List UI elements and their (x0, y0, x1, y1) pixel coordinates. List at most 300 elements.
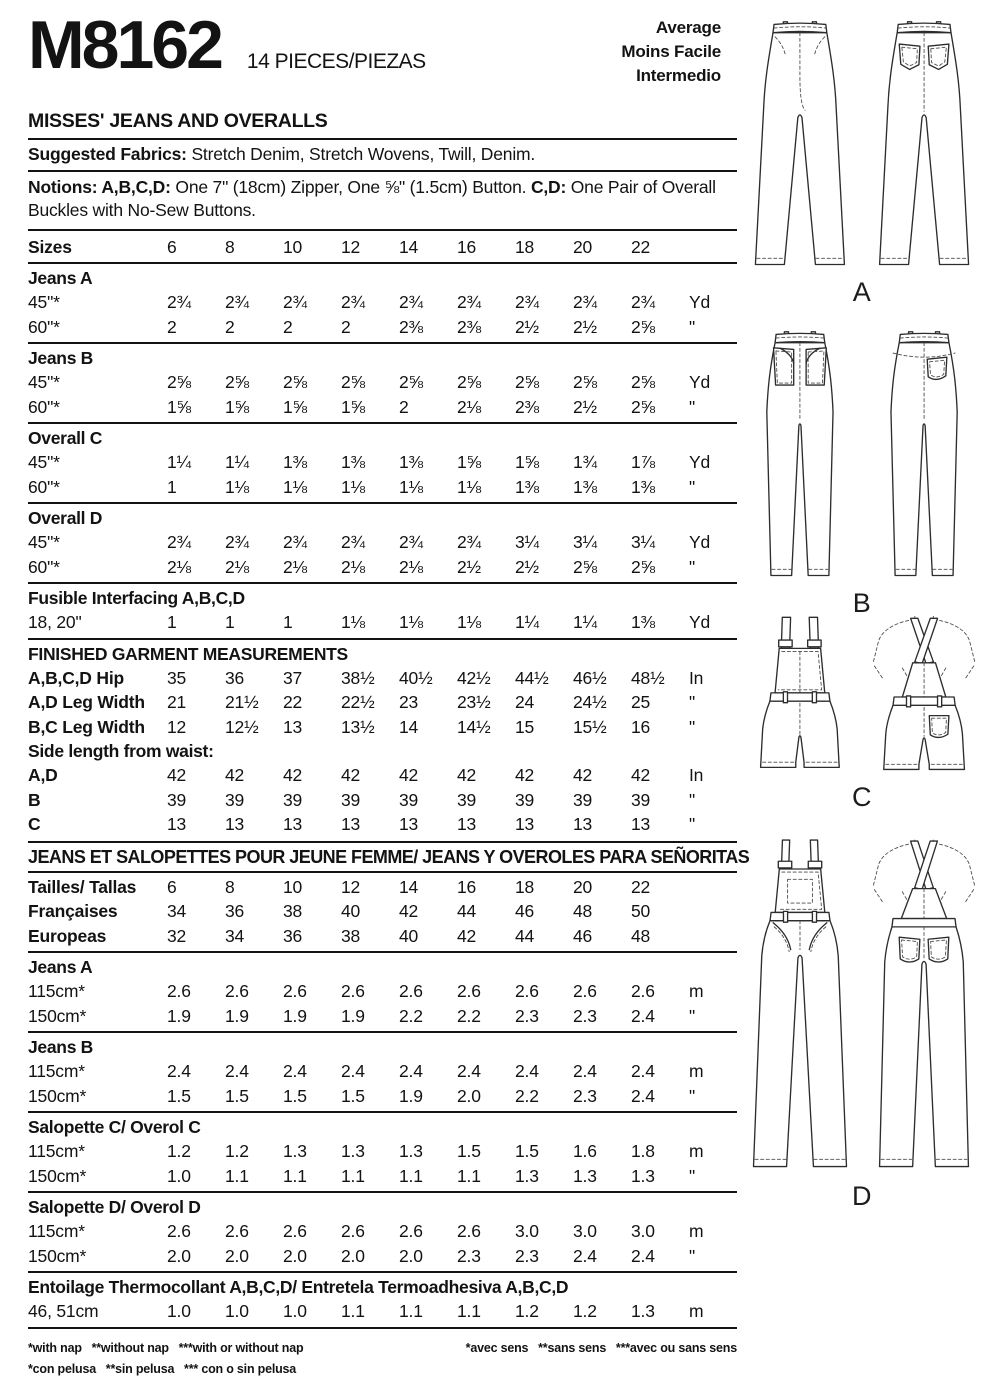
value-cell: 36 (283, 925, 303, 946)
value-cell: 40½ (399, 667, 433, 688)
row-label: 60"* (28, 396, 60, 417)
table-section (28, 1273, 737, 1329)
table-section (28, 344, 737, 424)
unit-cell: " (689, 814, 696, 835)
row-label: 60"* (28, 476, 60, 497)
value-cell: 22 (631, 236, 651, 257)
table-row (28, 1004, 737, 1029)
section-title: Jeans B (28, 348, 94, 369)
view-a-back (880, 22, 969, 265)
table-row (28, 610, 737, 635)
table-row (28, 1219, 737, 1244)
value-cell: 1.0 (283, 1301, 307, 1322)
value-cell: 2⅜ (399, 316, 423, 337)
value-cell: 1.5 (167, 1085, 191, 1106)
difficulty-es: Intermedio (636, 65, 721, 85)
table-row (28, 763, 737, 788)
row-label: 46, 51cm (28, 1301, 99, 1322)
table-row (28, 899, 737, 924)
view-c-back (873, 616, 974, 769)
unit-cell: " (689, 316, 696, 337)
value-cell: 16 (457, 876, 477, 897)
value-cell: 13 (283, 716, 303, 737)
value-cell: 2⅝ (515, 372, 539, 393)
value-cell: 1.1 (341, 1165, 365, 1186)
unit-cell: " (689, 1165, 696, 1186)
value-cell: 1.9 (399, 1085, 423, 1106)
value-cell: 2⅛ (225, 556, 249, 577)
value-cell: 2¾ (225, 532, 249, 553)
row-label: Sizes (28, 236, 72, 257)
row-label: 150cm* (28, 1165, 87, 1186)
value-cell: 2⅝ (225, 372, 249, 393)
value-cell: 1¾ (573, 452, 597, 473)
value-cell: 1.0 (225, 1301, 249, 1322)
view-a-illustration (743, 16, 981, 275)
header (28, 7, 737, 108)
section-title: Overall C (28, 428, 103, 449)
value-cell: 13 (573, 814, 593, 835)
footnote-english: *with nap **without nap ***with or without nap (28, 1340, 304, 1355)
table-row (28, 231, 737, 265)
value-cell: 14 (399, 716, 419, 737)
value-cell: 2.4 (573, 1245, 597, 1266)
view-a-label: A (852, 277, 872, 307)
value-cell: 2.3 (515, 1245, 539, 1266)
unit-cell (689, 924, 737, 949)
unit-cell: Yd (689, 532, 711, 553)
value-cell: 20 (573, 876, 593, 897)
view-b-front (767, 332, 833, 576)
value-cell: 8 (225, 876, 235, 897)
value-cell: 23½ (457, 692, 491, 713)
value-cell: 3.0 (573, 1221, 597, 1242)
table-row (28, 788, 737, 813)
value-cell: 2¾ (167, 292, 191, 313)
table-row (28, 370, 737, 395)
unit-cell: Yd (689, 292, 711, 313)
value-cell: 1¼ (515, 612, 539, 633)
value-cell: 1⅞ (631, 452, 655, 473)
notions-text-cd: One Pair of Overall Buckles with No-Sew Buttons. (28, 177, 716, 221)
value-cell: 1.3 (515, 1165, 539, 1186)
value-cell: 24 (515, 692, 535, 713)
view-d-illustration (743, 838, 981, 1179)
row-label: B (28, 789, 41, 810)
value-cell: 13 (167, 814, 187, 835)
value-cell: 2 (341, 316, 351, 337)
unit-cell (689, 875, 737, 900)
value-cell: 2⅝ (341, 372, 365, 393)
value-cell: 1⅜ (573, 476, 597, 497)
value-cell: 10 (283, 876, 303, 897)
notions-text: One 7" (18cm) Zipper, One ⅝" (1.5cm) Button. (170, 177, 531, 197)
value-cell: 2⅝ (457, 372, 481, 393)
value-cell: 1⅜ (631, 476, 655, 497)
value-cell: 42 (515, 765, 535, 786)
value-cell: 36 (225, 901, 245, 922)
value-cell: 42 (225, 765, 245, 786)
row-label: 150cm* (28, 1085, 87, 1106)
section-title: Salopette D/ Overol D (28, 1197, 201, 1218)
view-c-illustration (743, 614, 981, 780)
value-cell: 2½ (515, 556, 539, 577)
value-cell: 2.4 (341, 1061, 365, 1082)
value-cell: 3.0 (515, 1221, 539, 1242)
value-cell: 21 (167, 692, 187, 713)
view-b-label: B (852, 588, 872, 618)
value-cell: 2⅜ (457, 316, 481, 337)
value-cell: 2.4 (225, 1061, 249, 1082)
unit-cell: m (689, 1141, 704, 1162)
table-section (28, 264, 737, 344)
section-title: Entoilage Thermocollant A,B,C,D/ Entretela Termoadhesiva A,B,C,D (28, 1277, 569, 1298)
value-cell: 1¼ (225, 452, 249, 473)
value-cell: 2.6 (225, 1221, 249, 1242)
value-cell: 2 (167, 316, 177, 337)
unit-cell: In (689, 765, 704, 786)
metric-size-rows (28, 873, 737, 954)
difficulty-fr: Moins Facile (621, 41, 721, 61)
value-cell: 1.2 (573, 1301, 597, 1322)
value-cell: 39 (457, 789, 477, 810)
notions (28, 172, 737, 229)
value-cell: 42 (457, 925, 477, 946)
value-cell: 13 (399, 814, 419, 835)
value-cell: 48½ (631, 667, 665, 688)
value-cell: 42 (283, 765, 303, 786)
value-cell: 1.2 (167, 1141, 191, 1162)
value-cell: 39 (399, 789, 419, 810)
value-cell: 1⅛ (283, 476, 307, 497)
value-cell: 42 (573, 765, 593, 786)
table-row (28, 1244, 737, 1269)
value-cell: 42 (167, 765, 187, 786)
value-cell: 1.3 (631, 1165, 655, 1186)
value-cell: 1.9 (283, 1005, 307, 1026)
value-cell: 1.9 (341, 1005, 365, 1026)
table-row (28, 530, 737, 555)
table-section (28, 504, 737, 584)
row-label: C (28, 814, 41, 835)
value-cell: 2⅛ (283, 556, 307, 577)
view-c-label: C (852, 782, 872, 812)
row-label: 45"* (28, 372, 60, 393)
value-cell: 2.2 (515, 1085, 539, 1106)
value-cell: 1⅜ (399, 452, 423, 473)
value-cell: 8 (225, 236, 235, 257)
value-cell: 3¼ (631, 532, 655, 553)
value-cell: 1.5 (457, 1141, 481, 1162)
value-cell: 1.3 (399, 1141, 423, 1162)
table-row (28, 395, 737, 420)
value-cell: 1.1 (225, 1165, 249, 1186)
row-label: Françaises (28, 901, 118, 922)
table-row (28, 475, 737, 500)
value-cell: 1.2 (515, 1301, 539, 1322)
value-cell: 6 (167, 236, 177, 257)
table-row (28, 690, 737, 715)
value-cell: 2.4 (515, 1061, 539, 1082)
view-d-front (754, 840, 847, 1167)
value-cell: 2⅝ (167, 372, 191, 393)
value-cell: 42 (631, 765, 651, 786)
row-label: Tailles/ Tallas (28, 876, 137, 897)
section-title: Jeans B (28, 1037, 94, 1058)
unit-cell: Yd (689, 452, 711, 473)
value-cell: 1.3 (573, 1165, 597, 1186)
table-subheading: Side length from waist: (28, 741, 214, 762)
value-cell: 1 (225, 612, 235, 633)
value-cell: 38 (341, 925, 361, 946)
value-cell: 44 (457, 901, 477, 922)
value-cell: 1.0 (167, 1165, 191, 1186)
value-cell: 1.3 (631, 1301, 655, 1322)
value-cell: 15½ (573, 716, 607, 737)
difficulty-en: Average (655, 18, 721, 37)
value-cell: 13 (515, 814, 535, 835)
unit-cell: m (689, 1301, 704, 1322)
value-cell: 2.4 (283, 1061, 307, 1082)
value-cell: 46 (573, 925, 593, 946)
view-d-back (873, 840, 974, 1167)
table-row (28, 924, 737, 949)
value-cell: 1⅛ (399, 612, 423, 633)
value-cell: 20 (573, 236, 593, 257)
value-cell: 2.4 (167, 1061, 191, 1082)
value-cell: 2½ (515, 316, 539, 337)
unit-cell: m (689, 1221, 704, 1242)
row-label: 115cm* (28, 981, 85, 1002)
table-row (28, 1084, 737, 1109)
table-section (28, 1193, 737, 1273)
unit-cell: " (689, 1245, 696, 1266)
value-cell: 2.6 (457, 981, 481, 1002)
value-cell: 1.5 (225, 1085, 249, 1106)
row-label: 60"* (28, 316, 60, 337)
value-cell: 24½ (573, 692, 607, 713)
value-cell: 1⅜ (283, 452, 307, 473)
value-cell: 2.3 (573, 1085, 597, 1106)
row-label: A,D (28, 765, 58, 786)
value-cell: 42 (341, 765, 361, 786)
table-row (28, 1164, 737, 1189)
table-row (28, 875, 737, 900)
footnotes (28, 1329, 737, 1381)
notions-label-cd: C,D: (530, 177, 567, 197)
value-cell: 42 (457, 765, 477, 786)
value-cell: 2 (225, 316, 235, 337)
value-cell: 2¾ (515, 292, 539, 313)
value-cell: 39 (341, 789, 361, 810)
value-cell: 15 (515, 716, 535, 737)
value-cell: 23 (399, 692, 419, 713)
value-cell: 14 (399, 876, 419, 897)
value-cell: 1.5 (341, 1085, 365, 1106)
row-label: 45"* (28, 532, 60, 553)
value-cell: 39 (515, 789, 535, 810)
value-cell: 1.0 (167, 1301, 191, 1322)
table-row (28, 812, 737, 837)
value-cell: 2.4 (631, 1245, 655, 1266)
value-cell: 42 (399, 901, 419, 922)
value-cell: 2.2 (457, 1005, 481, 1026)
value-cell: 2.4 (457, 1061, 481, 1082)
table-section (28, 953, 737, 1033)
row-label: 150cm* (28, 1245, 87, 1266)
value-cell: 2⅝ (631, 556, 655, 577)
value-cell: 3.0 (631, 1221, 655, 1242)
value-cell: 1⅛ (457, 476, 481, 497)
value-cell: 2.6 (341, 981, 365, 1002)
row-label: 115cm* (28, 1141, 85, 1162)
value-cell: 1⅝ (457, 452, 481, 473)
value-cell: 1.1 (457, 1165, 481, 1186)
row-label: A,B,C,D Hip (28, 667, 124, 688)
value-cell: 38½ (341, 667, 375, 688)
value-cell: 2.4 (631, 1061, 655, 1082)
row-label: Europeas (28, 925, 107, 946)
value-cell: 1.1 (399, 1165, 423, 1186)
value-cell: 2.6 (283, 1221, 307, 1242)
value-cell: 2¾ (283, 292, 307, 313)
value-cell: 1⅛ (457, 612, 481, 633)
value-cell: 1⅜ (341, 452, 365, 473)
unit-cell: " (689, 1085, 696, 1106)
value-cell: 22½ (341, 692, 375, 713)
pieces-count: 14 PIECES/PIEZAS (246, 50, 426, 73)
view-c (742, 614, 982, 813)
value-cell: 3¼ (515, 532, 539, 553)
table-section (28, 424, 737, 504)
value-cell: 12 (167, 716, 187, 737)
metric-table-heading: JEANS ET SALOPETTES POUR JEUNE FEMME/ JEANS Y OVEROLES PARA SEÑORITAS (28, 841, 737, 873)
row-label: 60"* (28, 556, 60, 577)
value-cell: 2.6 (341, 1221, 365, 1242)
value-cell: 39 (283, 789, 303, 810)
value-cell: 2.3 (573, 1005, 597, 1026)
view-c-front (761, 617, 840, 767)
value-cell: 32 (167, 925, 187, 946)
value-cell: 38 (283, 901, 303, 922)
value-cell: 2⅝ (631, 316, 655, 337)
section-title: Jeans A (28, 957, 93, 978)
value-cell: 1.1 (341, 1301, 365, 1322)
table-section (28, 1033, 737, 1113)
value-cell: 2⅝ (631, 396, 655, 417)
value-cell: 2¾ (341, 532, 365, 553)
value-cell: 39 (225, 789, 245, 810)
unit-cell: " (689, 396, 696, 417)
value-cell: 10 (283, 236, 303, 257)
table-row (28, 315, 737, 340)
value-cell: 1.5 (515, 1141, 539, 1162)
value-cell: 2.4 (631, 1005, 655, 1026)
value-cell: 13 (225, 814, 245, 835)
table-row (28, 1299, 737, 1324)
value-cell: 2.6 (631, 981, 655, 1002)
value-cell: 1 (167, 476, 177, 497)
table-section (28, 1113, 737, 1193)
value-cell: 2.0 (399, 1245, 423, 1266)
value-cell: 12 (341, 876, 361, 897)
value-cell: 2.6 (573, 981, 597, 1002)
suggested-fabrics (28, 140, 737, 170)
value-cell: 2⅛ (167, 556, 191, 577)
view-b (742, 327, 982, 619)
fabrics-text: Stretch Denim, Stretch Wovens, Twill, Denim. (186, 144, 536, 164)
unit-cell: " (689, 1005, 696, 1026)
value-cell: 2¾ (457, 532, 481, 553)
row-label: 18, 20" (28, 612, 82, 633)
value-cell: 39 (167, 789, 187, 810)
table-row (28, 979, 737, 1004)
value-cell: 2¾ (399, 292, 423, 313)
value-cell: 39 (631, 789, 651, 810)
value-cell: 1⅛ (341, 476, 365, 497)
section-title: Fusible Interfacing A,B,C,D (28, 588, 245, 609)
table-row (28, 555, 737, 580)
value-cell: 1.3 (341, 1141, 365, 1162)
value-cell: 25 (631, 692, 651, 713)
footnote-french: *avec sens **sans sens ***avec ou sans sens (465, 1340, 737, 1355)
notions-label: Notions: A,B,C,D: (28, 177, 171, 197)
value-cell: 1.2 (225, 1141, 249, 1162)
value-cell: 1⅛ (341, 612, 365, 633)
value-cell: 21½ (225, 692, 259, 713)
value-cell: 1⅝ (167, 396, 191, 417)
finished-measurements (28, 640, 737, 841)
unit-cell: " (689, 716, 696, 737)
value-cell: 2.3 (515, 1005, 539, 1026)
value-cell: 2.6 (167, 1221, 191, 1242)
value-cell: 22 (283, 692, 303, 713)
finished-measurements-rows (28, 666, 737, 837)
value-cell: 13½ (341, 716, 375, 737)
unit-cell (689, 235, 737, 260)
value-cell: 2.0 (341, 1245, 365, 1266)
value-cell: 13 (457, 814, 477, 835)
value-cell: 1 (283, 612, 293, 633)
view-b-illustration (743, 327, 981, 586)
value-cell: 14½ (457, 716, 491, 737)
unit-cell: m (689, 981, 704, 1002)
difficulty-block (621, 16, 721, 87)
value-cell: 2⅝ (399, 372, 423, 393)
row-label: 45"* (28, 292, 60, 313)
value-cell: 42 (399, 765, 419, 786)
table-row (28, 715, 737, 740)
value-cell: 44 (515, 925, 535, 946)
value-cell: 2.2 (399, 1005, 423, 1026)
value-cell: 2¾ (457, 292, 481, 313)
row-label: 115cm* (28, 1221, 85, 1242)
value-cell: 2.6 (225, 981, 249, 1002)
view-d (742, 838, 982, 1212)
value-cell: 1¼ (573, 612, 597, 633)
value-cell: 2 (399, 396, 409, 417)
value-cell: 2½ (573, 316, 597, 337)
footnotes-left (28, 1338, 303, 1381)
value-cell: 18 (515, 236, 535, 257)
section-title: Salopette C/ Overol C (28, 1117, 201, 1138)
value-cell: 1⅜ (631, 612, 655, 633)
value-cell: 46½ (573, 667, 607, 688)
value-cell: 2¾ (573, 292, 597, 313)
value-cell: 46 (515, 901, 535, 922)
value-cell: 1.6 (573, 1141, 597, 1162)
imperial-yardage-table (28, 229, 737, 640)
